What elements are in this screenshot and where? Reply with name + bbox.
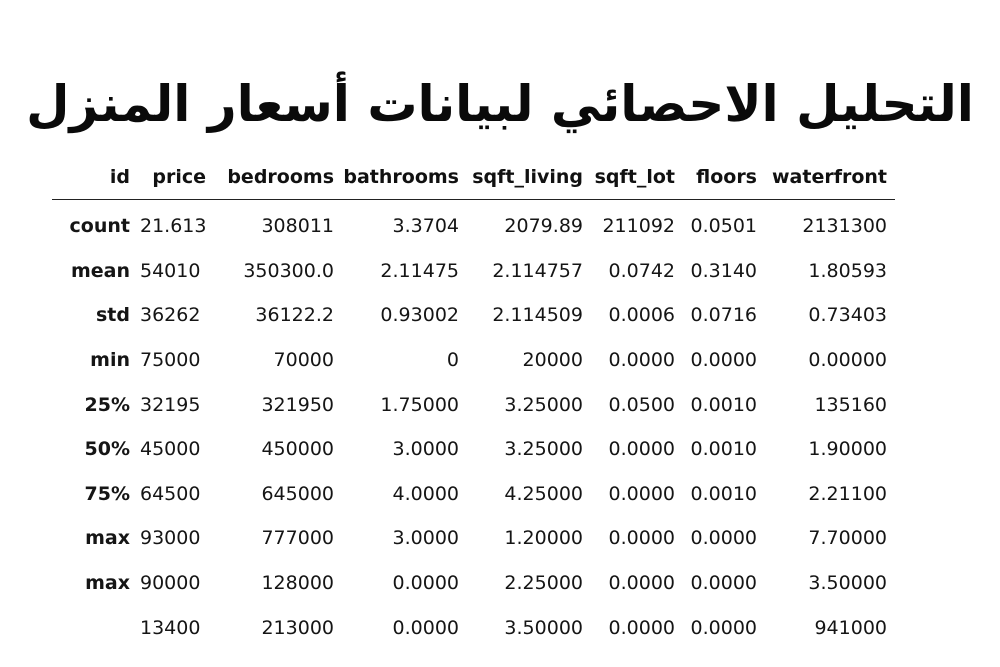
cell-floors: 0.0501: [690, 215, 757, 238]
cell-waterfront: 0.00000: [808, 349, 887, 372]
cell-floors: 0.0000: [690, 349, 757, 372]
cell-bedrooms: 777000: [261, 527, 334, 550]
cell-bedrooms: 450000: [261, 438, 334, 461]
cell-stat-label: 75%: [84, 482, 130, 505]
cell-bedrooms: 213000: [261, 616, 334, 639]
cell-bedrooms: 350300.0: [243, 259, 334, 282]
cell-price: 75000: [140, 349, 201, 372]
cell-bedrooms: 70000: [273, 349, 334, 372]
cell-waterfront: 941000: [814, 616, 887, 639]
column-header-bedrooms: bedrooms: [214, 155, 342, 200]
column-header-sqft-lot: sqft_lot: [591, 155, 683, 200]
cell-sqft-lot: 0.0000: [608, 349, 675, 372]
cell-waterfront: 2.21100: [808, 482, 887, 505]
cell-bedrooms: 128000: [261, 572, 334, 595]
column-header-id: id: [52, 155, 138, 200]
cell-waterfront: 2131300: [802, 215, 887, 238]
page-title: التحليل الاحصائي لبيانات أسعار المنزل: [26, 74, 974, 133]
column-header-sqft-living: sqft_living: [467, 155, 591, 200]
cell-stat-label: max: [85, 527, 130, 550]
cell-waterfront: 3.50000: [808, 572, 887, 595]
table-row: [52, 200, 895, 249]
cell-sqft-living: 2079.89: [504, 215, 583, 238]
column-header-price: price: [138, 155, 214, 200]
cell-bathrooms: 3.0000: [392, 527, 459, 550]
cell-floors: 0.3140: [690, 259, 757, 282]
cell-bedrooms: 36122.2: [255, 304, 334, 327]
table-row: [52, 561, 895, 606]
cell-price: 93000: [140, 527, 201, 550]
cell-waterfront: 135160: [814, 393, 887, 416]
cell-stat-label: [52, 605, 138, 650]
cell-waterfront: 7.70000: [808, 527, 887, 550]
cell-floors: 0.0010: [690, 482, 757, 505]
cell-price: 54010: [140, 259, 201, 282]
cell-sqft-lot: 0.0000: [608, 572, 675, 595]
cell-bathrooms: 0.0000: [392, 616, 459, 639]
cell-stat-label: mean: [70, 259, 130, 282]
cell-price: 36262: [140, 304, 201, 327]
cell-sqft-living: 3.50000: [504, 616, 583, 639]
cell-bathrooms: 2.11475: [380, 259, 459, 282]
cell-sqft-lot: 0.0000: [608, 527, 675, 550]
cell-sqft-lot: 0.0742: [608, 259, 675, 282]
table-header-row: [52, 155, 895, 200]
cell-sqft-living: 2.25000: [504, 572, 583, 595]
cell-sqft-lot: 0.0500: [608, 393, 675, 416]
cell-sqft-living: 1.20000: [504, 527, 583, 550]
cell-floors: 0.0000: [690, 527, 757, 550]
cell-stat-label: max: [85, 572, 130, 595]
cell-sqft-living: 3.25000: [504, 393, 583, 416]
cell-bathrooms: 3.3704: [392, 215, 459, 238]
cell-floors: 0.0010: [690, 393, 757, 416]
cell-sqft-lot: 0.0000: [608, 438, 675, 461]
column-header-bathrooms: bathrooms: [342, 155, 467, 200]
cell-floors: 0.0010: [690, 438, 757, 461]
cell-bedrooms: 645000: [261, 482, 334, 505]
table-row: [52, 249, 895, 294]
table-row: [52, 338, 895, 383]
cell-sqft-living: 4.25000: [504, 482, 583, 505]
cell-stat-label: count: [69, 215, 130, 238]
table-row: [52, 516, 895, 561]
cell-sqft-lot: 0.0000: [608, 482, 675, 505]
statistics-table: [52, 155, 895, 650]
cell-bedrooms: 308011: [261, 215, 334, 238]
cell-floors: 0.0716: [690, 304, 757, 327]
column-header-waterfront: waterfront: [765, 155, 895, 200]
cell-waterfront: 1.80593: [808, 259, 887, 282]
cell-stat-label: std: [96, 304, 130, 327]
cell-sqft-living: 20000: [522, 349, 583, 372]
cell-stat-label: 25%: [84, 393, 130, 416]
cell-price: 45000: [140, 438, 201, 461]
cell-floors: 0.0000: [690, 616, 757, 639]
cell-floors: 0.0000: [690, 572, 757, 595]
cell-price: 13400: [140, 616, 201, 639]
table-row: [52, 293, 895, 338]
cell-price: 64500: [140, 482, 201, 505]
cell-price: 32195: [140, 393, 201, 416]
cell-bathrooms: 0.0000: [392, 572, 459, 595]
table-row: [52, 427, 895, 472]
cell-sqft-living: 2.114509: [492, 304, 583, 327]
cell-bathrooms: 0: [446, 349, 459, 372]
cell-price: 90000: [140, 572, 201, 595]
column-header-floors: floors: [683, 155, 765, 200]
table-row: [52, 472, 895, 517]
table-row: [52, 605, 895, 650]
cell-bathrooms: 4.0000: [392, 482, 459, 505]
cell-bathrooms: 0.93002: [380, 304, 459, 327]
cell-price: 21.613: [140, 215, 207, 238]
cell-bathrooms: 1.75000: [380, 393, 459, 416]
cell-sqft-lot: 211092: [602, 215, 675, 238]
cell-sqft-living: 3.25000: [504, 438, 583, 461]
cell-sqft-lot: 0.0000: [608, 616, 675, 639]
cell-bedrooms: 321950: [261, 393, 334, 416]
table-row: [52, 382, 895, 427]
cell-stat-label: min: [90, 349, 130, 372]
cell-waterfront: 0.73403: [808, 304, 887, 327]
cell-waterfront: 1.90000: [808, 438, 887, 461]
cell-bathrooms: 3.0000: [392, 438, 459, 461]
cell-sqft-lot: 0.0006: [608, 304, 675, 327]
cell-stat-label: 50%: [84, 438, 130, 461]
cell-sqft-living: 2.114757: [492, 259, 583, 282]
